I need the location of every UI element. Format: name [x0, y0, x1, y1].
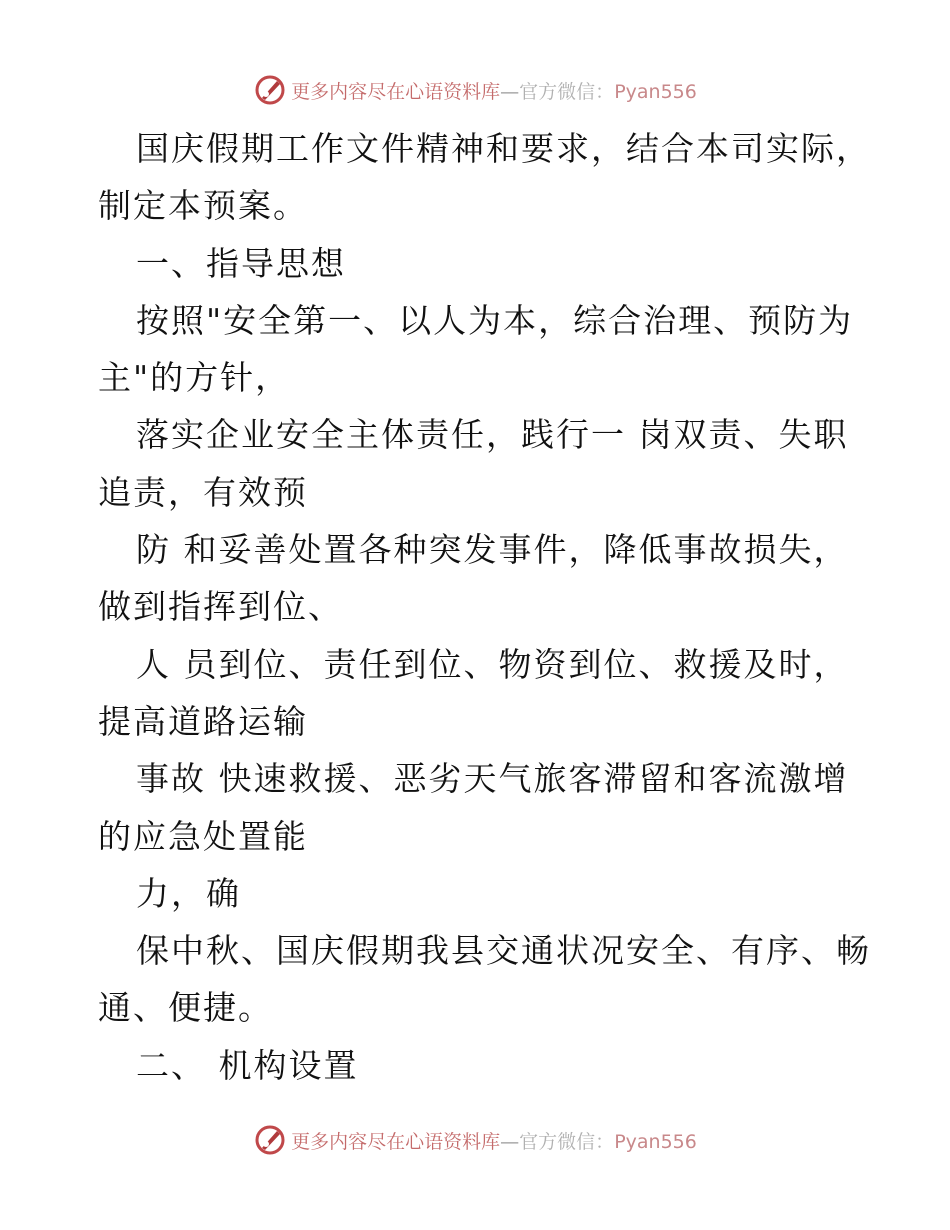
watermark-text	[291, 77, 697, 104]
body-line: 按照"安全第一、以人为本，综合治理、预防为	[136, 300, 854, 340]
watermark-text	[291, 1127, 697, 1154]
body-line: 提高道路运输	[98, 701, 308, 741]
body-line: 力，确	[136, 873, 241, 913]
document-body	[98, 120, 871, 1094]
body-line: 通、便捷。	[98, 988, 273, 1028]
body-line: 追责，有效预	[98, 472, 308, 512]
body-line: 保中秋、国庆假期我县交通状况安全、有序、畅	[136, 931, 871, 971]
watermark-dash: —	[500, 1130, 520, 1153]
body-line: 落实企业安全主体责任，践行一 岗双责、失职	[136, 415, 849, 455]
watermark-official: 官方微信：	[519, 80, 615, 103]
watermark-id: Pyan556	[614, 1130, 697, 1153]
section-heading: 二、 机构设置	[136, 1045, 359, 1085]
body-line: 防 和妥善处置各种突发事件，降低事故损失，	[136, 530, 849, 570]
body-line: 主"的方针，	[98, 358, 291, 398]
watermark-main: 更多内容尽在心语资料库	[291, 80, 501, 103]
brush-logo-icon	[253, 73, 287, 107]
body-line: 人 员到位、责任到位、物资到位、救援及时，	[136, 644, 849, 684]
body-line: 国庆假期工作文件精神和要求，结合本司实际，	[136, 129, 871, 168]
brush-logo-icon	[253, 1123, 287, 1157]
watermark-dash: —	[500, 80, 520, 103]
watermark-main: 更多内容尽在心语资料库	[291, 1130, 501, 1153]
footer-watermark	[0, 1120, 950, 1160]
watermark-id: Pyan556	[614, 80, 697, 103]
section-heading: 一、指导思想	[136, 243, 346, 283]
body-line: 事故 快速救援、恶劣天气旅客滞留和客流激增	[136, 759, 849, 799]
body-line: 做到指挥到位、	[98, 587, 343, 627]
header-watermark	[0, 70, 950, 110]
body-line: 制定本预案。	[98, 186, 308, 226]
body-line: 的应急处置能	[98, 816, 308, 856]
watermark-official: 官方微信：	[519, 1130, 615, 1153]
